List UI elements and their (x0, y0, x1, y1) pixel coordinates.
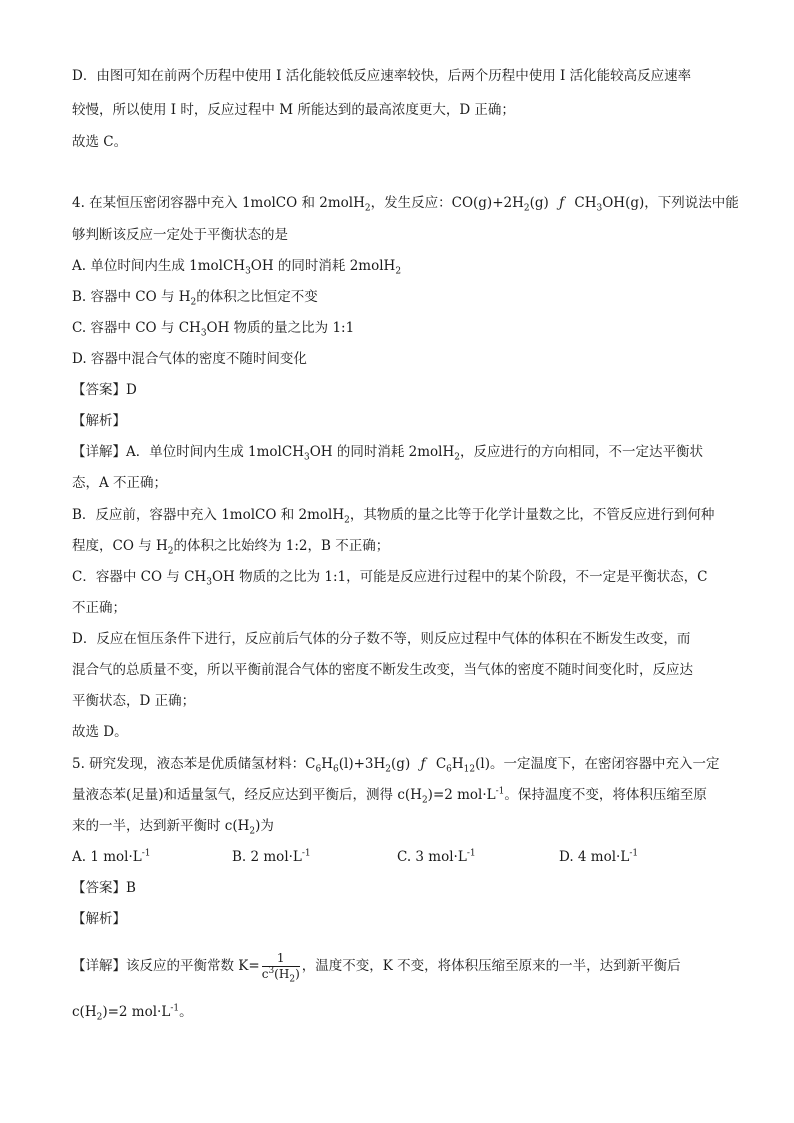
q5-answer: 【答案】B (72, 880, 136, 896)
q4-explain-line4: 程度，CO 与 $H_2$的体积之比始终为 1:2，B 不正确； (72, 538, 390, 557)
q4-option-d: D. 容器中混合气体的密度不随时间变化 (72, 351, 307, 367)
q4-stem-line2: 够判断该反应一定处于平衡状态的是 (72, 227, 288, 243)
q5-option-b: B. 2 $mol\cdot L^{-1}$ (232, 848, 311, 865)
equilibrium-arrow-symbol: ƒ (420, 756, 426, 772)
q4-explain-line8: 混合气的总质量不变，所以平衡前混合气体的密度不断发生改变，当气体的密度不随时间变化时，反应达 (72, 662, 693, 678)
q4-option-c: C. 容器中 CO 与 $CH_3OH$ 物质的量之比为 1:1 (72, 320, 355, 339)
q4-option-b: B. 容器中 CO 与 $H_2$的体积之比恒定不变 (72, 289, 318, 308)
q5-explain-line2: $c(H_2)=2$ $mol\cdot L^{-1}$。 (72, 1003, 193, 1023)
q4-option-a: A. 单位时间内生成 1molCH$_3$OH 的同时消耗 2molH$_2$ (72, 258, 402, 277)
q5-analysis-heading: 【解析】 (72, 911, 126, 927)
prev-explanation-d-line1: D．由图可知在前两个历程中使用 I 活化能较低反应速率较快，后两个历程中使用 I 活化能较高反应速率 (72, 68, 692, 84)
q5-stem-line3: 来的一半，达到新平衡时 $c(H_2)$为 (72, 818, 274, 837)
q5-stem-line1: 5. 研究发现，液态苯是优质储氢材料：$C_6H_6(l)+3H_2(g)$ ƒ $C_6H_{12}(l)$。一定温度下，在密闭容器中充入一定 (72, 756, 720, 775)
q4-explain-line5: C．容器中 CO 与 $CH_3OH$ 物质的之比为 1:1，可能是反应进行过程中的某个阶段，不一定是平衡状态，C (72, 569, 708, 588)
q4-stem-line1: 4. 在某恒压密闭容器中充入 1molCO 和 2molH$_2$，发生反应：$CO(g)+2H_2(g)$ ƒ $CH_3OH(g)$，下列说法中能 (72, 195, 739, 214)
q4-explain-line3: B．反应前，容器中充入 1molCO 和 2molH$_2$，其物质的量之比等于化学计量数之比，不管反应进行到何种 (72, 507, 715, 526)
prev-choose-c: 故选 C。 (72, 134, 128, 150)
q4-explain-line9: 平衡状态，D 正确； (72, 693, 196, 709)
q4-explain-line1: 【详解】A．单位时间内生成 1molCH$_3$OH 的同时消耗 2molH$_2$，反应进行的方向相同，不一定达平衡状 (72, 444, 703, 463)
equilibrium-constant-fraction: $\frac{1}{c^3(H_2)}$ (261, 951, 300, 985)
q4-answer: 【答案】D (72, 382, 137, 398)
q4-explain-line2: 态，A 不正确； (72, 475, 168, 491)
q4-explain-line6: 不正确； (72, 600, 126, 616)
q4-choose-d: 故选 D。 (72, 724, 128, 740)
prev-explanation-d-line2: 较慢，所以使用 I 时，反应过程中 M 所能达到的最高浓度更大，D 正确； (72, 102, 515, 118)
equilibrium-arrow-symbol: ƒ (559, 195, 565, 211)
q5-stem-line2: 量液态苯(足量)和适量氢气，经反应达到平衡后，测得 $c(H_2)=2$ $mol\cdot L^{-1}$。保持温度不变，将体积压缩至原 (72, 786, 707, 806)
q4-analysis-heading: 【解析】 (72, 413, 126, 429)
q5-option-d: D. 4 $mol\cdot L^{-1}$ (559, 848, 639, 865)
q5-option-a: A. 1 $mol\cdot L^{-1}$ (72, 848, 151, 865)
q5-option-c: C. 3 $mol\cdot L^{-1}$ (397, 848, 476, 865)
q5-explain-line1: 【详解】该反应的平衡常数 K= $\frac{1}{c^3(H_2)}$ ，温度不变，K 不变，将体积压缩至原来的一半，达到新平衡后 (72, 951, 681, 985)
q4-explain-line7: D．反应在恒压条件下进行，反应前后气体的分子数不等，则反应过程中气体的体积在不断发生改变，而 (72, 631, 691, 647)
